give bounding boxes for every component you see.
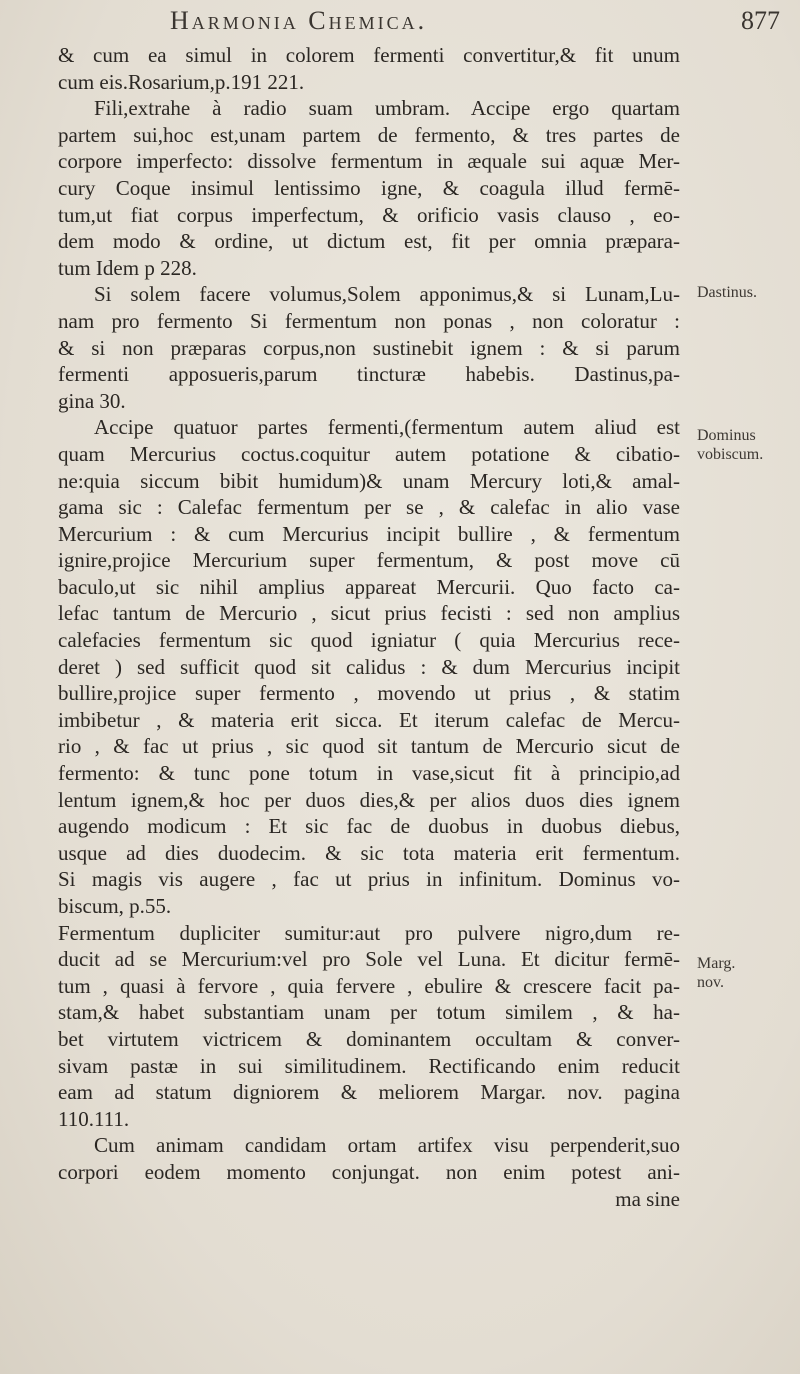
text-line: deret ) sed sufficit quod sit calidus : & dum Mercurius incipit [58, 654, 680, 679]
text-line: Mercurium : & cum Mercurius incipit bullire , & fermentum [58, 521, 680, 546]
margin-note-dominus [697, 426, 797, 464]
text-line: usque ad dies duodecim. & sic tota materia erit fermentum. [58, 840, 680, 865]
margin-note-dastinus [697, 283, 797, 302]
running-head: Harmonia Chemica. [170, 6, 428, 35]
text-line: cum eis.Rosarium,p.191 221. [58, 69, 305, 94]
margin-note-margarita [697, 954, 797, 992]
text-line: quam Mercurius coctus.coquitur autem potatione & cibatio- [58, 441, 680, 466]
text-line: ne:quia siccum bibit humidum)& unam Mercury loti,& amal- [58, 468, 680, 493]
text-line: Accipe quatuor partes fermenti,(fermentum autem aliud est [94, 415, 680, 440]
text-line: & cum ea simul in colorem fermenti convertitur,& fit unum [58, 43, 680, 67]
text-line: Fili,extrahe à radio suam umbram. Accipe ergo quartam [94, 96, 680, 121]
text-line: Si solem facere volumus,Solem apponimus,& si Lunam,Lu- [94, 282, 680, 307]
text-line: partem sui,hoc est,unam partem de fermento, & tres partes de [58, 122, 680, 147]
text-line: eam ad statum digniorem & meliorem Margar. nov. pagina [58, 1080, 680, 1105]
text-line: 110.111. [58, 1106, 130, 1131]
margin-note-line: Dominus [697, 427, 756, 444]
text-line: corpori eodem momento conjungat. non enim potest ani- [58, 1159, 680, 1184]
text-line: ducit ad se Mercurium:vel pro Sole vel Luna. Et dicitur fermē- [58, 947, 680, 972]
text-line: Si magis vis augere , fac ut prius in infinitum. Dominus vo- [58, 867, 680, 892]
margin-note-line: Marg. [697, 955, 736, 972]
text-line: lefac tantum de Mercurio , sicut prius fecisti : sed non amplius [58, 601, 680, 626]
text-line: Cum animam candidam ortam artifex visu perpenderit,suo [94, 1133, 680, 1158]
text-line: bullire,projice super fermento , movendo ut prius , & statim [58, 681, 680, 706]
text-line: biscum, p.55. [58, 894, 172, 918]
text-line: tum,ut fiat corpus imperfectum, & orificio vasis clauso , eo- [58, 202, 680, 227]
text-line: tum Idem p 228. [58, 255, 197, 280]
margin-note-line: nov. [697, 974, 724, 991]
text-line: corpore imperfecto: dissolve fermentum in æquale sui aquæ Mer- [58, 149, 680, 174]
margin-note-line: vobiscum. [697, 446, 764, 463]
text-body [58, 42, 680, 1212]
text-line: imbibetur , & materia erit sicca. Et iterum calefac de Mercu- [58, 707, 680, 732]
text-line: bet virtutem victricem & dominantem occultam & conver- [58, 1026, 680, 1051]
text-line: sivam pastæ in sui similitudinem. Rectificando enim reducit [58, 1053, 680, 1078]
text-line: baculo,ut sic nihil amplius appareat Mercurii. Quo facto ca- [58, 574, 680, 599]
text-line: ma sine [615, 1186, 680, 1211]
text-line: nam pro fermento Si fermentum non ponas , non coloratur : [58, 308, 680, 333]
text-line: gama sic : Calefac fermentum per se , & calefac in alio vase [58, 495, 680, 520]
text-line: dem modo & ordine, ut dictum est, fit per omnia præpara- [58, 229, 680, 254]
margin-note-line: Dastinus. [697, 284, 757, 301]
text-line: tum , quasi à fervore , quia fervere , ebulire & crescere facit pa- [58, 973, 680, 998]
page-header [170, 6, 790, 36]
text-line: augendo modicum : Et sic fac de duobus in duobus diebus, [58, 814, 680, 839]
page-number: 877 [741, 6, 780, 35]
text-line: & si non præparas corpus,non sustinebit ignem : & si parum [58, 335, 680, 360]
text-line: calefacies fermentum sic quod igniatur ( quia Mercurius rece- [58, 628, 680, 653]
text-line: fermento: & tunc pone totum in vase,sicut fit à principio,ad [58, 761, 680, 786]
text-line: gina 30. [58, 388, 126, 413]
text-line: lentum ignem,& hoc per duos dies,& per alios duos dies ignem [58, 787, 680, 812]
text-line: cury Coque insimul lentissimo igne, & coagula illud fermē- [58, 175, 680, 200]
text-line: rio , & fac ut prius , sic quod sit tantum de Mercurio sicut de [58, 734, 680, 759]
text-line: fermenti apposueris,parum tincturæ habebis. Dastinus,pa- [58, 362, 680, 387]
text-line: ignire,projice Mercurium super fermentum, & post move cū [58, 548, 680, 573]
text-line: stam,& habet substantiam unam per totum similem , & ha- [58, 1000, 680, 1025]
text-line: Fermentum dupliciter sumitur:aut pro pulvere nigro,dum re- [58, 920, 680, 945]
